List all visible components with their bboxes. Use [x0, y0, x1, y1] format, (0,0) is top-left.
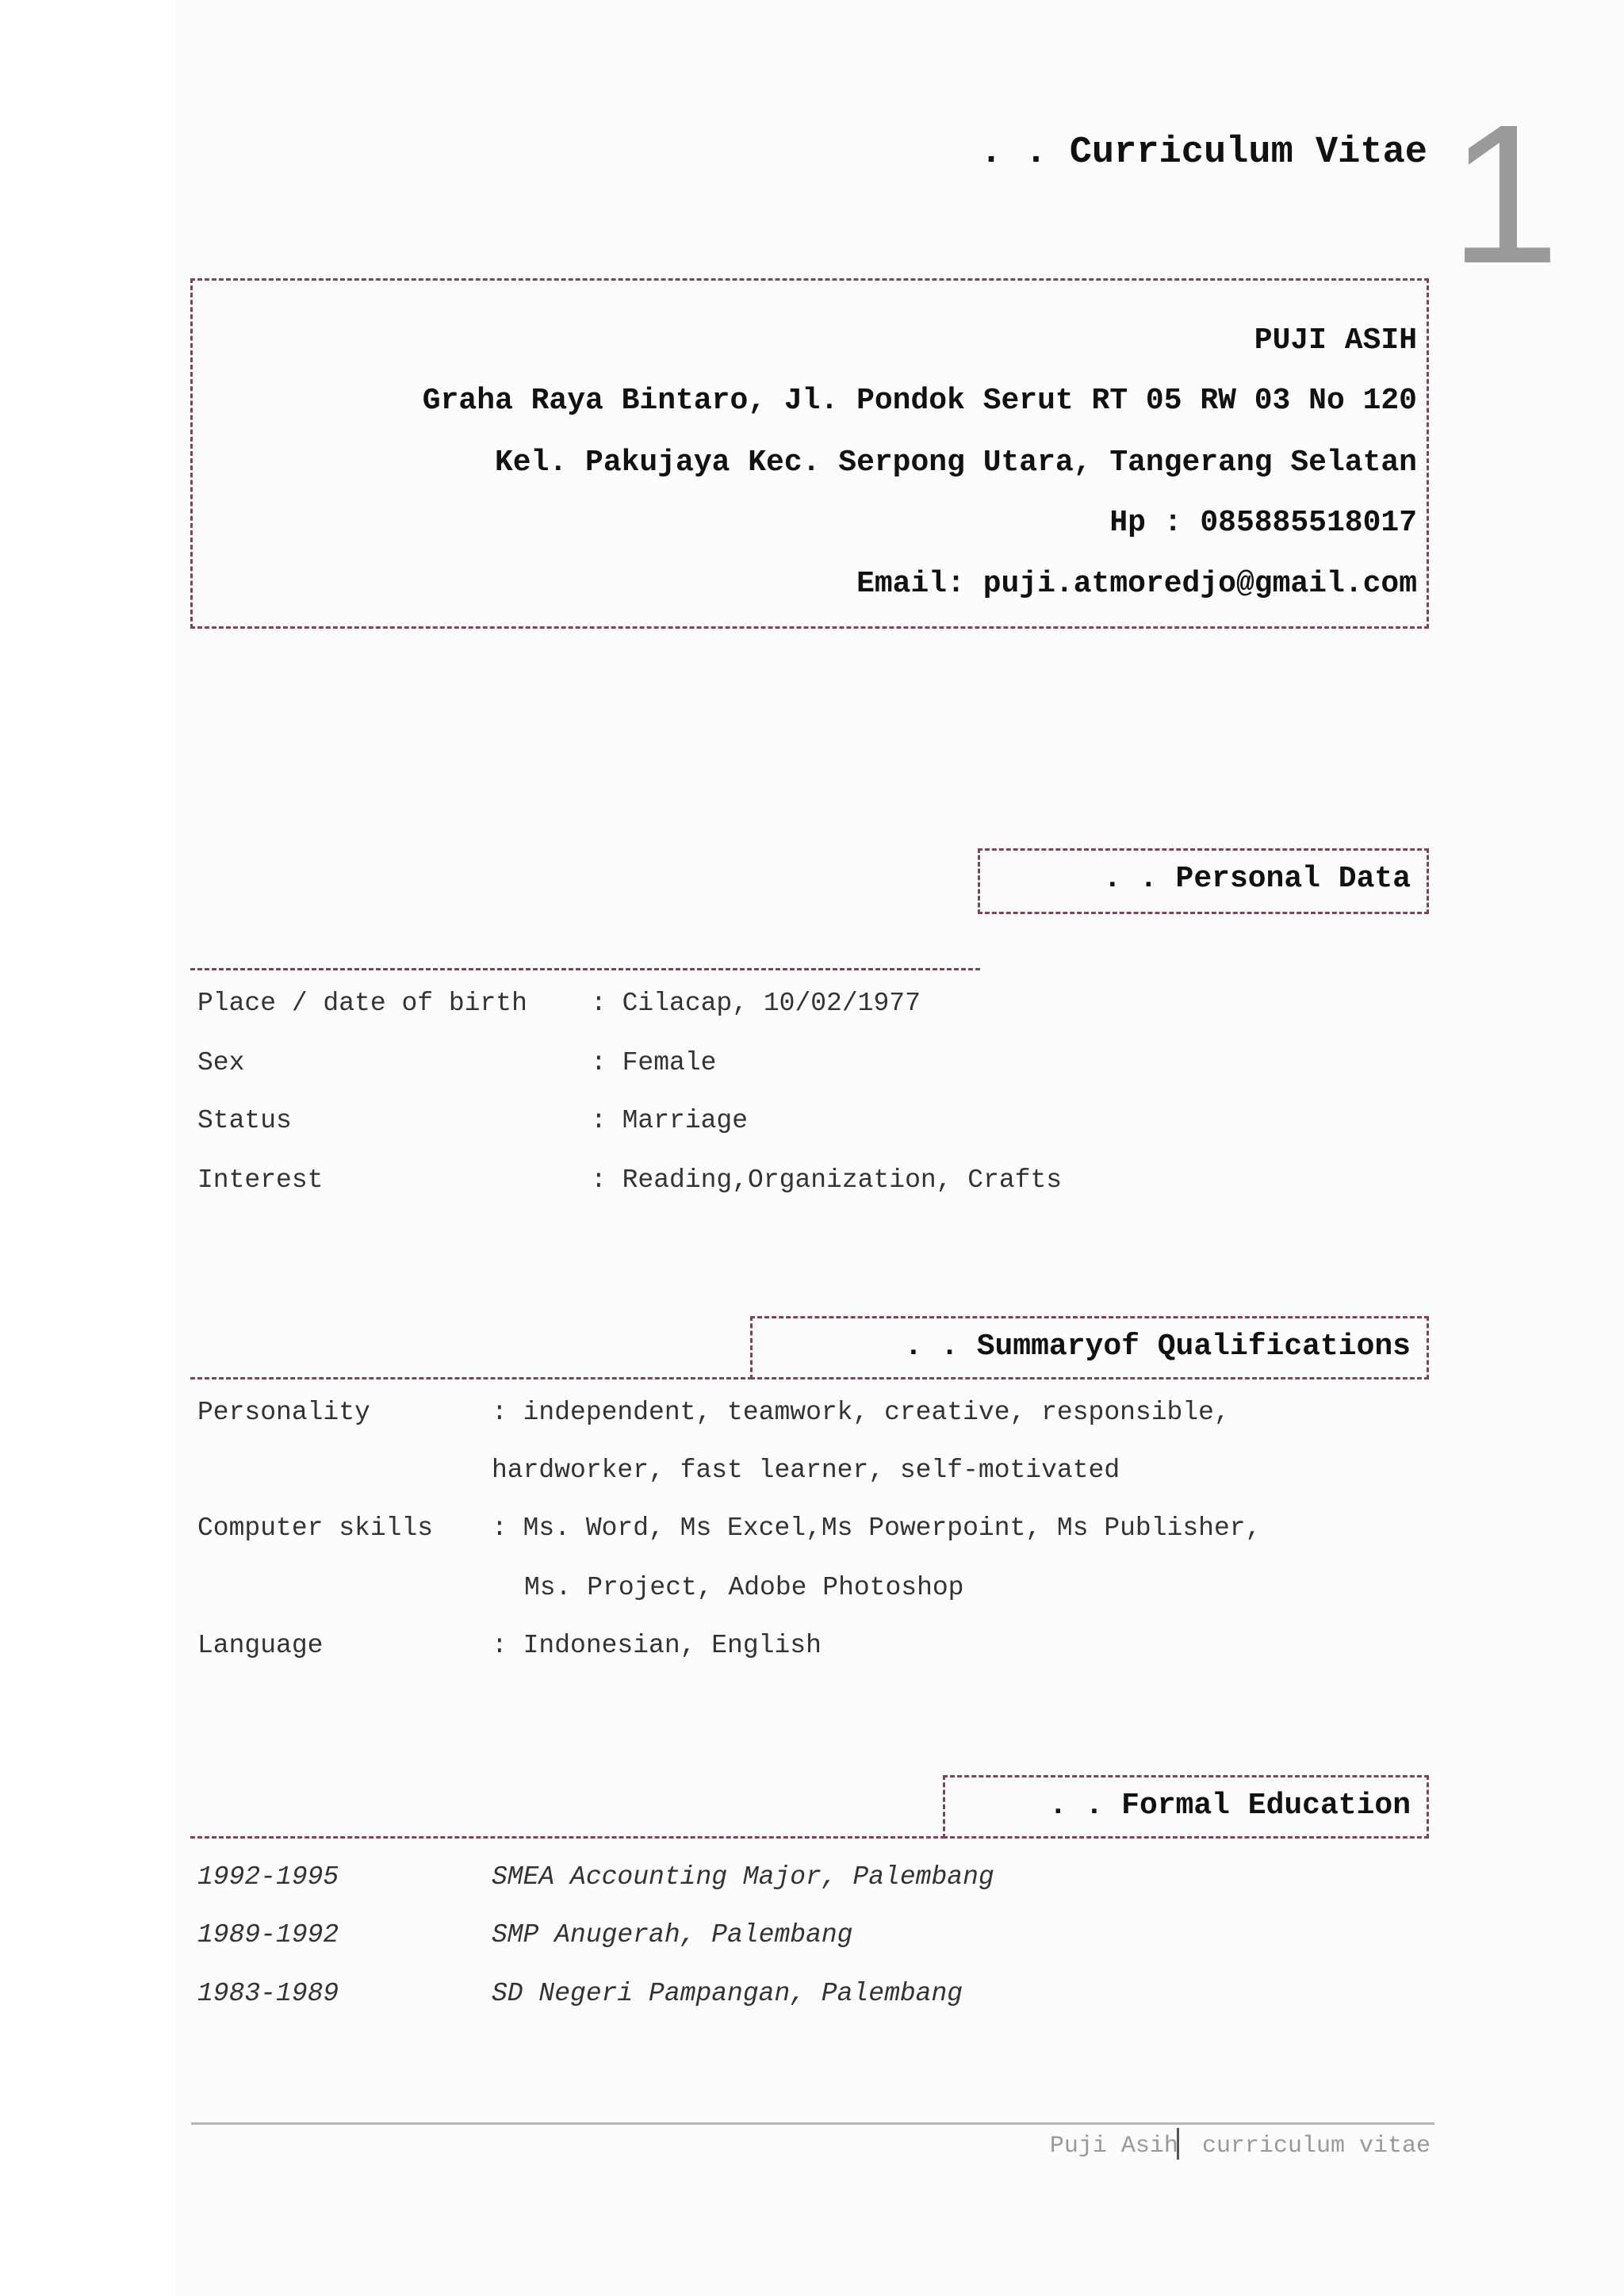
field-label-personality: Personality	[197, 1398, 370, 1427]
section-title: . . Formal Education	[1048, 1789, 1411, 1823]
document-title: . . Curriculum Vitae	[979, 132, 1427, 174]
education-years: 1992-1995	[197, 1862, 339, 1892]
field-label-status: Status	[197, 1106, 292, 1135]
section-divider	[190, 1377, 753, 1380]
field-value-computer-skills-1: : Ms. Word, Ms Excel,Ms Powerpoint, Ms Publisher,	[492, 1513, 1262, 1543]
section-heading-personal-data	[978, 848, 1429, 914]
address-line-2: Kel. Pakujaya Kec. Serpong Utara, Tangerang Selatan	[495, 446, 1417, 480]
education-school: SMP Anugerah, Palembang	[492, 1920, 853, 1950]
section-divider	[190, 1836, 945, 1839]
field-value-status: : Marriage	[591, 1106, 749, 1135]
footer-rule	[191, 2122, 1434, 2125]
field-value-birth: : Cilacap, 10/02/1977	[591, 989, 921, 1018]
education-years: 1983-1989	[197, 1979, 339, 2008]
page-footer	[1050, 2133, 1431, 2160]
field-value-personality-1: : independent, teamwork, creative, responsible,	[492, 1398, 1230, 1427]
field-value-interest: : Reading,Organization, Crafts	[591, 1165, 1063, 1195]
field-value-sex: : Female	[591, 1048, 717, 1077]
education-school: SMEA Accounting Major, Palembang	[492, 1862, 994, 1892]
applicant-name: PUJI ASIH	[1254, 323, 1417, 358]
contact-box	[190, 278, 1429, 629]
section-title: . . Personal Data	[1103, 862, 1411, 896]
email-address: Email: puji.atmoredjo@gmail.com	[856, 567, 1417, 601]
field-label-birth: Place / date of birth	[197, 989, 527, 1018]
page-number: 1	[1450, 83, 1561, 304]
section-heading-education	[943, 1775, 1429, 1839]
education-school: SD Negeri Pampangan, Palembang	[492, 1979, 963, 2008]
section-divider	[190, 968, 980, 970]
field-label-sex: Sex	[197, 1048, 245, 1077]
address-line-1: Graha Raya Bintaro, Jl. Pondok Serut RT 05 RW 03 No 120	[422, 384, 1417, 418]
field-label-language: Language	[197, 1631, 324, 1660]
education-years: 1989-1992	[197, 1920, 339, 1950]
footer-label: curriculum vitae	[1187, 2133, 1431, 2160]
phone-number: Hp : 085885518017	[1109, 506, 1417, 540]
section-title: . . Summaryof Qualifications	[904, 1330, 1411, 1364]
field-value-personality-2: hardworker, fast learner, self-motivated	[492, 1456, 1120, 1485]
field-label-interest: Interest	[197, 1165, 324, 1195]
footer-name: Puji Asih	[1049, 2133, 1178, 2160]
field-value-computer-skills-2: Ms. Project, Adobe Photoshop	[524, 1573, 964, 1602]
field-label-computer-skills: Computer skills	[197, 1513, 434, 1543]
field-value-language: : Indonesian, English	[492, 1631, 822, 1660]
section-heading-summary	[750, 1316, 1429, 1380]
